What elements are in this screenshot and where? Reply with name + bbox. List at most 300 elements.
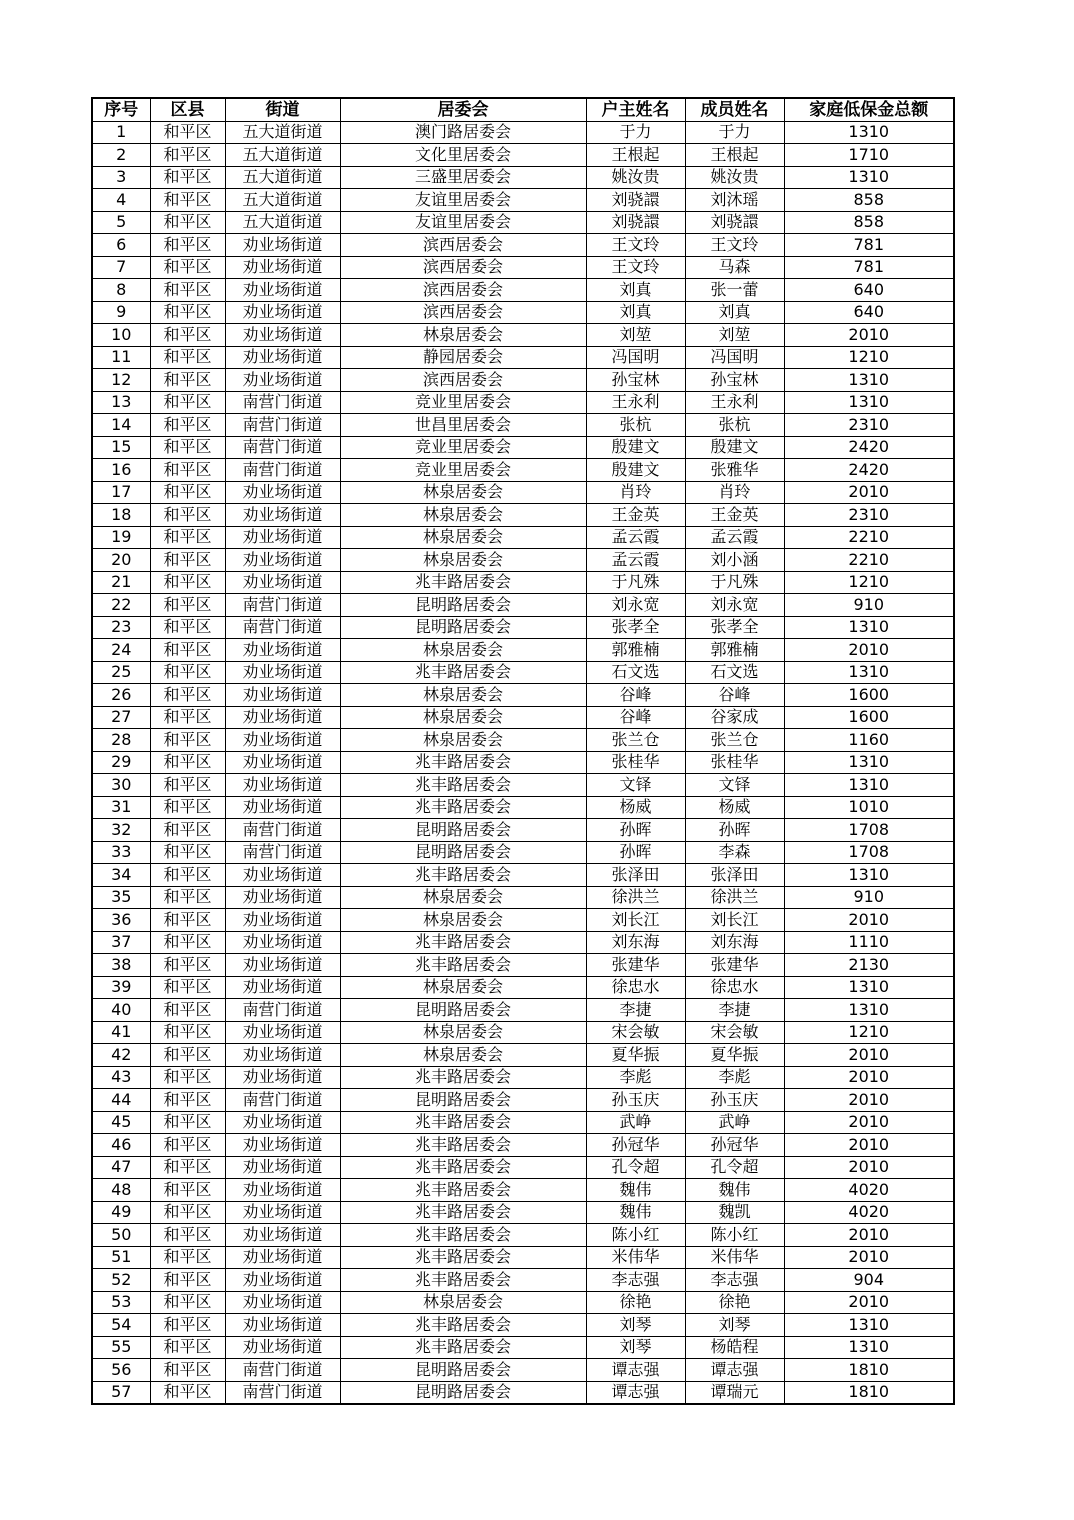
cell-district: 和平区 [150,864,225,887]
table-row [92,414,954,437]
cell-householder: 孔令超 [586,1156,685,1179]
cell-member: 武峥 [685,1111,784,1134]
cell-total-amount: 2130 [784,954,954,977]
cell-total-amount: 910 [784,594,954,617]
cell-street: 劝业场街道 [225,346,340,369]
cell-index: 4 [92,189,150,212]
table-row [92,1246,954,1269]
cell-householder: 王文玲 [586,256,685,279]
cell-street: 劝业场街道 [225,796,340,819]
cell-member: 姚汝贵 [685,166,784,189]
cell-householder: 孙晖 [586,841,685,864]
cell-street: 劝业场街道 [225,324,340,347]
cell-total-amount: 1310 [784,616,954,639]
cell-householder: 于凡殊 [586,571,685,594]
table-row [92,729,954,752]
cell-index: 21 [92,571,150,594]
cell-street: 南营门街道 [225,459,340,482]
cell-committee: 兆丰路居委会 [340,1336,586,1359]
cell-street: 劝业场街道 [225,706,340,729]
cell-householder: 米伟华 [586,1246,685,1269]
cell-total-amount: 1160 [784,729,954,752]
cell-index: 19 [92,526,150,549]
table-row [92,459,954,482]
cell-index: 34 [92,864,150,887]
cell-total-amount: 2010 [784,1111,954,1134]
cell-householder: 刘长江 [586,909,685,932]
table-row [92,189,954,212]
table-row [92,144,954,167]
cell-committee: 竞业里居委会 [340,391,586,414]
cell-street: 南营门街道 [225,819,340,842]
cell-street: 劝业场街道 [225,1021,340,1044]
table-row [92,1314,954,1337]
cell-householder: 孟云霞 [586,526,685,549]
cell-member: 刘骁譞 [685,211,784,234]
cell-member: 张杭 [685,414,784,437]
cell-total-amount: 2010 [784,1224,954,1247]
cell-street: 劝业场街道 [225,774,340,797]
cell-index: 55 [92,1336,150,1359]
cell-street: 劝业场街道 [225,931,340,954]
cell-householder: 冯国明 [586,346,685,369]
cell-committee: 兆丰路居委会 [340,751,586,774]
cell-member: 杨威 [685,796,784,819]
table-row [92,571,954,594]
cell-member: 冯国明 [685,346,784,369]
cell-district: 和平区 [150,1111,225,1134]
cell-street: 南营门街道 [225,999,340,1022]
cell-total-amount: 1810 [784,1359,954,1382]
cell-member: 张一蕾 [685,279,784,302]
cell-committee: 兆丰路居委会 [340,774,586,797]
cell-index: 54 [92,1314,150,1337]
cell-index: 1 [92,121,150,144]
cell-committee: 兆丰路居委会 [340,954,586,977]
table-row [92,391,954,414]
cell-householder: 王文玲 [586,234,685,257]
table-row [92,954,954,977]
table-row [92,931,954,954]
cell-member: 刘永宽 [685,594,784,617]
table-row [92,526,954,549]
cell-total-amount: 1310 [784,369,954,392]
cell-street: 五大道街道 [225,121,340,144]
cell-district: 和平区 [150,1246,225,1269]
cell-index: 2 [92,144,150,167]
cell-district: 和平区 [150,1179,225,1202]
cell-street: 南营门街道 [225,391,340,414]
table-row [92,751,954,774]
cell-street: 劝业场街道 [225,279,340,302]
cell-street: 劝业场街道 [225,1044,340,1067]
cell-committee: 竞业里居委会 [340,459,586,482]
cell-street: 劝业场街道 [225,1156,340,1179]
table-row [92,841,954,864]
cell-member: 张建华 [685,954,784,977]
cell-street: 南营门街道 [225,436,340,459]
table-row [92,256,954,279]
cell-street: 南营门街道 [225,841,340,864]
cell-member: 宋会敏 [685,1021,784,1044]
cell-index: 16 [92,459,150,482]
cell-total-amount: 781 [784,234,954,257]
cell-total-amount: 1710 [784,144,954,167]
cell-committee: 兆丰路居委会 [340,1224,586,1247]
cell-total-amount: 858 [784,189,954,212]
cell-householder: 张桂华 [586,751,685,774]
cell-member: 魏伟 [685,1179,784,1202]
cell-district: 和平区 [150,459,225,482]
cell-householder: 徐艳 [586,1291,685,1314]
cell-index: 7 [92,256,150,279]
cell-total-amount: 2010 [784,324,954,347]
cell-householder: 杨威 [586,796,685,819]
cell-district: 和平区 [150,234,225,257]
cell-street: 劝业场街道 [225,1066,340,1089]
cell-street: 劝业场街道 [225,1179,340,1202]
table-row [92,504,954,527]
cell-street: 劝业场街道 [225,1224,340,1247]
cell-street: 南营门街道 [225,1089,340,1112]
cell-committee: 世昌里居委会 [340,414,586,437]
cell-total-amount: 904 [784,1269,954,1292]
table-row [92,481,954,504]
table-row [92,706,954,729]
cell-total-amount: 1310 [784,1314,954,1337]
cell-member: 杨皓程 [685,1336,784,1359]
cell-member: 王金英 [685,504,784,527]
cell-street: 五大道街道 [225,166,340,189]
cell-member: 刘琴 [685,1314,784,1337]
cell-index: 41 [92,1021,150,1044]
cell-index: 28 [92,729,150,752]
cell-district: 和平区 [150,1314,225,1337]
cell-committee: 兆丰路居委会 [340,864,586,887]
cell-member: 石文选 [685,661,784,684]
cell-committee: 林泉居委会 [340,684,586,707]
cell-householder: 谭志强 [586,1381,685,1404]
cell-member: 谭志强 [685,1359,784,1382]
cell-member: 夏华振 [685,1044,784,1067]
cell-committee: 林泉居委会 [340,1044,586,1067]
cell-street: 南营门街道 [225,414,340,437]
cell-district: 和平区 [150,369,225,392]
table-row [92,796,954,819]
cell-index: 8 [92,279,150,302]
cell-street: 南营门街道 [225,1381,340,1404]
table-row [92,436,954,459]
cell-street: 劝业场街道 [225,1246,340,1269]
cell-householder: 徐洪兰 [586,886,685,909]
cell-committee: 林泉居委会 [340,639,586,662]
cell-district: 和平区 [150,1089,225,1112]
cell-householder: 张杭 [586,414,685,437]
cell-district: 和平区 [150,121,225,144]
cell-householder: 姚汝贵 [586,166,685,189]
cell-committee: 兆丰路居委会 [340,1314,586,1337]
cell-district: 和平区 [150,414,225,437]
cell-district: 和平区 [150,661,225,684]
header-row [92,98,954,121]
cell-district: 和平区 [150,954,225,977]
table-row [92,279,954,302]
cell-committee: 昆明路居委会 [340,1381,586,1404]
table-row [92,1201,954,1224]
cell-index: 36 [92,909,150,932]
cell-committee: 兆丰路居委会 [340,796,586,819]
table-row [92,616,954,639]
cell-district: 和平区 [150,481,225,504]
cell-total-amount: 1708 [784,841,954,864]
cell-total-amount: 2420 [784,459,954,482]
cell-index: 5 [92,211,150,234]
cell-member: 李捷 [685,999,784,1022]
table-row [92,1224,954,1247]
cell-member: 刘沐瑶 [685,189,784,212]
cell-householder: 石文选 [586,661,685,684]
cell-district: 和平区 [150,684,225,707]
cell-householder: 王永利 [586,391,685,414]
cell-householder: 陈小红 [586,1224,685,1247]
cell-district: 和平区 [150,279,225,302]
cell-committee: 三盛里居委会 [340,166,586,189]
cell-committee: 兆丰路居委会 [340,931,586,954]
cell-street: 南营门街道 [225,1359,340,1382]
cell-member: 刘东海 [685,931,784,954]
cell-street: 劝业场街道 [225,526,340,549]
cell-committee: 文化里居委会 [340,144,586,167]
cell-street: 劝业场街道 [225,751,340,774]
cell-district: 和平区 [150,999,225,1022]
cell-committee: 昆明路居委会 [340,616,586,639]
cell-street: 劝业场街道 [225,369,340,392]
table-row [92,1336,954,1359]
cell-committee: 兆丰路居委会 [340,1066,586,1089]
cell-district: 和平区 [150,706,225,729]
cell-index: 6 [92,234,150,257]
cell-total-amount: 1600 [784,706,954,729]
cell-street: 劝业场街道 [225,1111,340,1134]
cell-householder: 魏伟 [586,1179,685,1202]
cell-district: 和平区 [150,841,225,864]
cell-total-amount: 2210 [784,526,954,549]
cell-committee: 兆丰路居委会 [340,1179,586,1202]
cell-householder: 肖玲 [586,481,685,504]
cell-district: 和平区 [150,256,225,279]
cell-index: 3 [92,166,150,189]
cell-street: 劝业场街道 [225,256,340,279]
cell-street: 劝业场街道 [225,1134,340,1157]
cell-total-amount: 910 [784,886,954,909]
cell-member: 徐忠水 [685,976,784,999]
cell-total-amount: 1310 [784,661,954,684]
cell-total-amount: 1310 [784,999,954,1022]
cell-householder: 魏伟 [586,1201,685,1224]
cell-member: 徐洪兰 [685,886,784,909]
cell-householder: 王根起 [586,144,685,167]
cell-committee: 兆丰路居委会 [340,1246,586,1269]
cell-member: 马森 [685,256,784,279]
cell-district: 和平区 [150,909,225,932]
cell-householder: 谷峰 [586,684,685,707]
cell-street: 五大道街道 [225,189,340,212]
cell-district: 和平区 [150,526,225,549]
cell-street: 劝业场街道 [225,909,340,932]
cell-index: 18 [92,504,150,527]
cell-member: 孙玉庆 [685,1089,784,1112]
table-row [92,976,954,999]
cell-district: 和平区 [150,436,225,459]
cell-index: 9 [92,301,150,324]
table-row [92,1111,954,1134]
cell-total-amount: 1310 [784,864,954,887]
table-header [92,98,954,121]
cell-index: 51 [92,1246,150,1269]
cell-index: 38 [92,954,150,977]
cell-householder: 孙宝林 [586,369,685,392]
cell-member: 郭雅楠 [685,639,784,662]
cell-householder: 谷峰 [586,706,685,729]
cell-committee: 友谊里居委会 [340,189,586,212]
cell-committee: 滨西居委会 [340,279,586,302]
cell-index: 14 [92,414,150,437]
cell-member: 孙晖 [685,819,784,842]
cell-total-amount: 2010 [784,1134,954,1157]
table-row [92,1156,954,1179]
cell-committee: 兆丰路居委会 [340,1156,586,1179]
cell-district: 和平区 [150,301,225,324]
cell-total-amount: 640 [784,279,954,302]
header-total-amount: 家庭低保金总额 [784,98,954,121]
cell-committee: 林泉居委会 [340,324,586,347]
cell-total-amount: 2010 [784,1246,954,1269]
cell-index: 48 [92,1179,150,1202]
cell-index: 30 [92,774,150,797]
cell-district: 和平区 [150,886,225,909]
cell-district: 和平区 [150,751,225,774]
cell-member: 于凡殊 [685,571,784,594]
cell-total-amount: 2010 [784,1089,954,1112]
cell-total-amount: 1210 [784,571,954,594]
cell-committee: 林泉居委会 [340,1291,586,1314]
cell-district: 和平区 [150,1156,225,1179]
cell-total-amount: 1210 [784,346,954,369]
cell-total-amount: 1310 [784,391,954,414]
cell-district: 和平区 [150,211,225,234]
cell-member: 王文玲 [685,234,784,257]
cell-committee: 林泉居委会 [340,504,586,527]
cell-street: 劝业场街道 [225,571,340,594]
data-table [91,97,955,1405]
cell-street: 劝业场街道 [225,729,340,752]
cell-district: 和平区 [150,189,225,212]
cell-street: 劝业场街道 [225,1336,340,1359]
cell-householder: 徐忠水 [586,976,685,999]
cell-householder: 张建华 [586,954,685,977]
table-row [92,1044,954,1067]
cell-index: 42 [92,1044,150,1067]
cell-street: 劝业场街道 [225,661,340,684]
cell-total-amount: 2420 [784,436,954,459]
header-member: 成员姓名 [685,98,784,121]
table-row [92,1021,954,1044]
cell-street: 劝业场街道 [225,954,340,977]
cell-district: 和平区 [150,594,225,617]
cell-total-amount: 1810 [784,1381,954,1404]
table-row [92,909,954,932]
cell-householder: 刘真 [586,279,685,302]
cell-member: 谷家成 [685,706,784,729]
cell-street: 劝业场街道 [225,549,340,572]
cell-member: 张孝全 [685,616,784,639]
cell-householder: 张兰仓 [586,729,685,752]
cell-committee: 昆明路居委会 [340,1089,586,1112]
cell-street: 劝业场街道 [225,234,340,257]
cell-committee: 静园居委会 [340,346,586,369]
cell-total-amount: 1110 [784,931,954,954]
cell-index: 57 [92,1381,150,1404]
cell-committee: 林泉居委会 [340,886,586,909]
cell-district: 和平区 [150,144,225,167]
cell-member: 徐艳 [685,1291,784,1314]
cell-committee: 澳门路居委会 [340,121,586,144]
cell-total-amount: 2310 [784,414,954,437]
cell-index: 11 [92,346,150,369]
cell-index: 32 [92,819,150,842]
cell-index: 17 [92,481,150,504]
cell-householder: 李志强 [586,1269,685,1292]
cell-total-amount: 1708 [784,819,954,842]
cell-member: 孙冠华 [685,1134,784,1157]
table-row [92,661,954,684]
cell-total-amount: 2010 [784,1156,954,1179]
cell-street: 劝业场街道 [225,504,340,527]
table-row [92,549,954,572]
header-district: 区县 [150,98,225,121]
cell-total-amount: 1210 [784,1021,954,1044]
cell-householder: 孙玉庆 [586,1089,685,1112]
table-row [92,1179,954,1202]
cell-total-amount: 2010 [784,639,954,662]
cell-member: 谭瑞元 [685,1381,784,1404]
cell-member: 孔令超 [685,1156,784,1179]
table-row [92,1381,954,1404]
cell-district: 和平区 [150,324,225,347]
cell-district: 和平区 [150,571,225,594]
cell-householder: 张泽田 [586,864,685,887]
cell-member: 刘长江 [685,909,784,932]
cell-district: 和平区 [150,976,225,999]
cell-district: 和平区 [150,931,225,954]
cell-district: 和平区 [150,639,225,662]
cell-member: 王永利 [685,391,784,414]
header-committee: 居委会 [340,98,586,121]
cell-householder: 刘琴 [586,1336,685,1359]
cell-committee: 滨西居委会 [340,301,586,324]
cell-total-amount: 2210 [784,549,954,572]
cell-committee: 林泉居委会 [340,526,586,549]
cell-householder: 刘东海 [586,931,685,954]
table-row [92,594,954,617]
cell-district: 和平区 [150,729,225,752]
cell-street: 五大道街道 [225,211,340,234]
cell-member: 李森 [685,841,784,864]
cell-district: 和平区 [150,1336,225,1359]
cell-street: 劝业场街道 [225,301,340,324]
cell-householder: 殷建文 [586,436,685,459]
table-row [92,1066,954,1089]
